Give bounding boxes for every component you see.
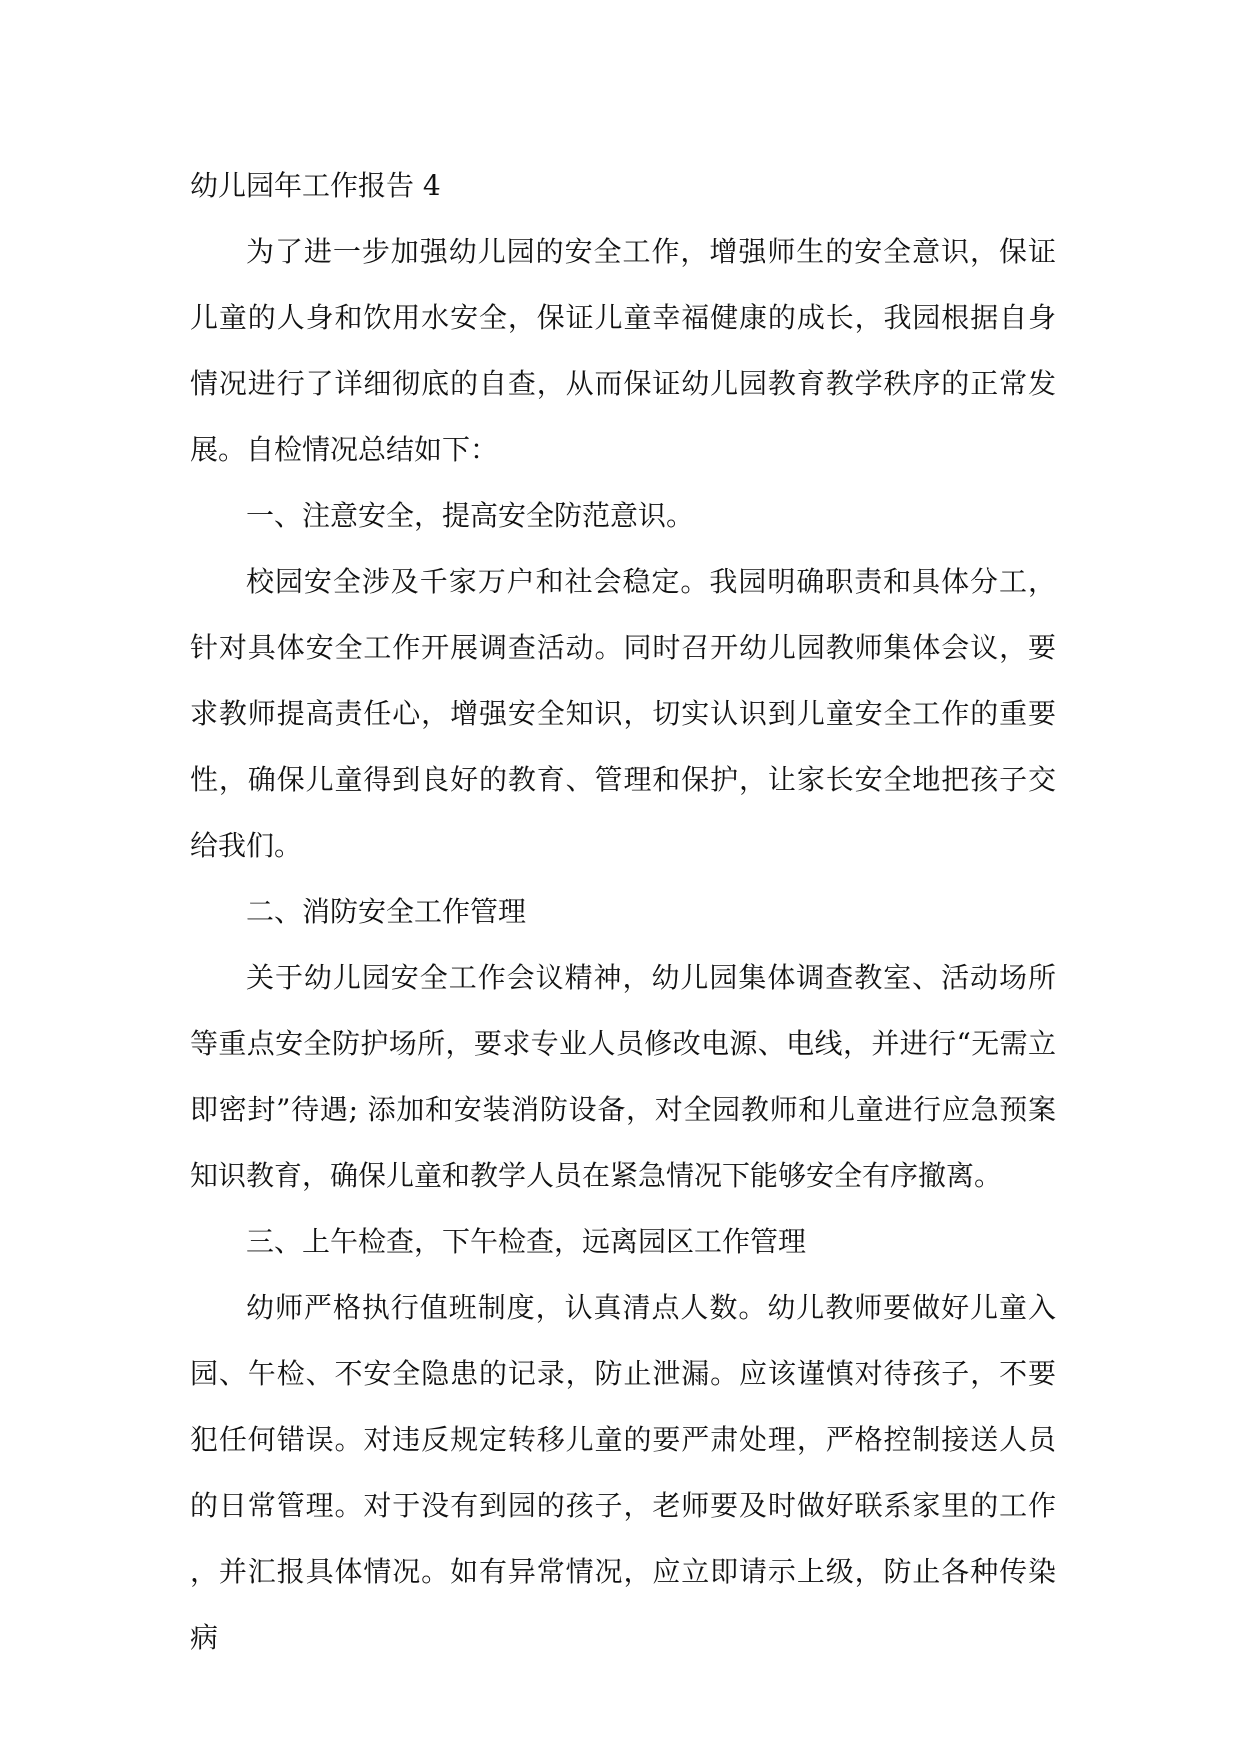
section-3-heading: 三、上午检查，下午检查，远离园区工作管理	[246, 1225, 807, 1258]
document-body	[190, 153, 1056, 1671]
section-1-paragraph: 校园安全涉及千家万户和社会稳定。我园明确职责和具体分工，针对具体安全工作开展调查活动。同时召开幼儿园教师集体会议，要求教师提高责任心，增强安全知识，切实认识到儿童安全工作的重要性，确保儿童得到良好的教育、管理和保护，让家长安全地把孩子交给我们。	[190, 565, 1056, 862]
section-2-paragraph: 关于幼儿园安全工作会议精神，幼儿园集体调查教室、活动场所等重点安全防护场所，要求专业人员修改电源、电线，并进行“无需立即密封”待遇; 添加和安装消防设备，对全园教师和儿童进行应急预案知识教育，确保儿童和教学人员在紧急情况下能够安全有序撤离。	[190, 961, 1056, 1192]
document-title: 幼儿园年工作报告 4	[190, 169, 441, 202]
section-3-paragraph: 幼师严格执行值班制度，认真清点人数。幼儿教师要做好儿童入园、午检、不安全隐患的记录，防止泄漏。应该谨慎对待孩子，不要犯任何错误。对违反规定转移儿童的要严肃处理，严格控制接送人员的日常管理。对于没有到园的孩子，老师要及时做好联系家里的工作，并汇报具体情况。如有异常情况，应立即请示上级，防止各种传染病	[190, 1291, 1056, 1654]
section-2-heading: 二、消防安全工作管理	[246, 895, 527, 928]
intro-paragraph: 为了进一步加强幼儿园的安全工作，增强师生的安全意识，保证儿童的人身和饮用水安全，保证儿童幸福健康的成长，我园根据自身情况进行了详细彻底的自查，从而保证幼儿园教育教学秩序的正常发展。自检情况总结如下：	[190, 235, 1056, 466]
section-1-heading: 一、注意安全，提高安全防范意识。	[246, 499, 695, 532]
